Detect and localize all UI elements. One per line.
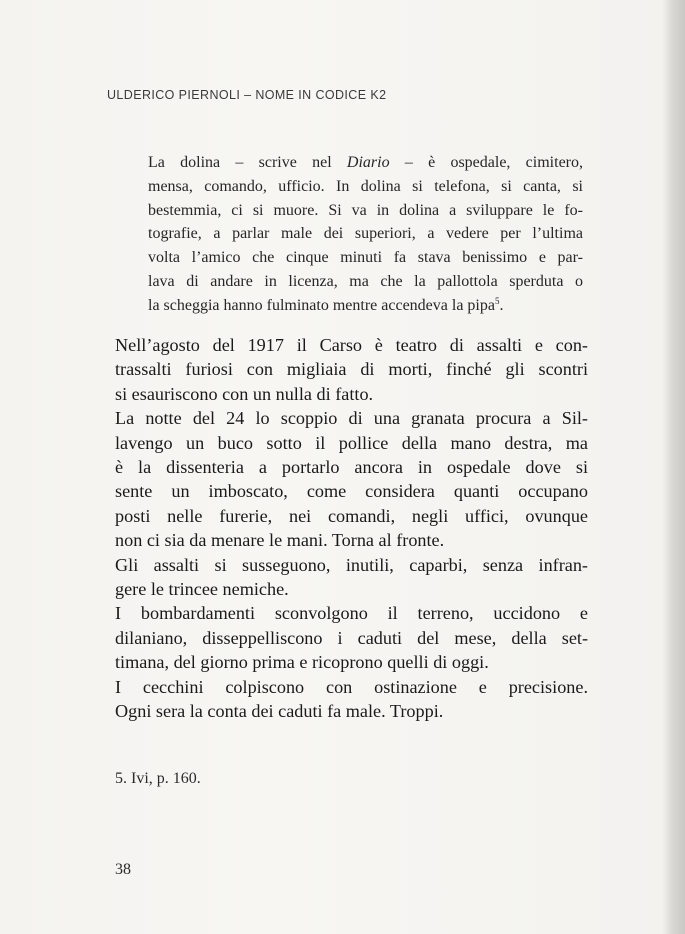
body-line: dilaniano, disseppelliscono i caduti del mese, della set-	[115, 627, 588, 648]
block-quote	[148, 151, 583, 318]
body-line: è la dissenteria a portarlo ancora in ospedale dove si	[115, 457, 588, 478]
body-line: posti nelle furerie, nei comandi, negli uffici, ovunque	[115, 505, 588, 526]
body-line: La notte del 24 lo scoppio di una granata procura a Sil-	[115, 408, 588, 429]
quote-line: volta l’amico che cinque minuti fa stava benissimo e par-	[148, 249, 583, 267]
body-line: timana, del giorno prima e ricoprono quelli di oggi.	[115, 652, 489, 673]
quote-line: La dolina – scrive nel Diario – è ospedale, cimitero,	[148, 154, 583, 171]
quote-line: bestemmia, ci si muore. Si va in dolina a sviluppare le fo-	[148, 201, 583, 219]
body-line: sente un imboscato, come considera quanti occupano	[115, 481, 588, 502]
quote-line: la scheggia hanno fulminato mentre accendeva la pipa$^5$.	[148, 295, 504, 314]
body-line: lavengo un buco sotto il pollice della mano destra, ma	[115, 432, 588, 453]
running-head: ULDERICO PIERNOLI – NOME IN CODICE K2	[107, 88, 387, 102]
quote-line: lava di andare in licenza, ma che la pallottola sperduta o	[148, 272, 583, 290]
body-line: gere le trincee nemiche.	[115, 579, 289, 600]
body-line: Nell’agosto del 1917 il Carso è teatro di assalti e con-	[115, 335, 588, 355]
page-number: 38	[115, 861, 131, 878]
quote-line: tografie, a parlar male dei superiori, a vedere per l’ultima	[148, 225, 583, 243]
body-line: Gli assalti si susseguono, inutili, caparbi, senza infran-	[115, 554, 588, 575]
diario-title: Diario	[346, 154, 390, 171]
body-line: I bombardamenti sconvolgono il terreno, uccidono e	[115, 603, 588, 624]
quote-line: mensa, comando, ufficio. In dolina si telefona, si canta, si	[148, 177, 583, 195]
body-paragraphs	[115, 333, 588, 724]
footnote: 5. Ivi, p. 160.	[115, 770, 201, 787]
body-line: si esauriscono con un nulla di fatto.	[115, 383, 374, 404]
body-line: non ci sia da menare le mani. Torna al fronte.	[115, 530, 445, 551]
page-edge-shadow	[662, 0, 685, 934]
body-line: trassalti furiosi con migliaia di morti, finché gli scontri	[115, 359, 588, 380]
footnote-reference: 5	[494, 295, 500, 306]
body-line: Ogni sera la conta dei caduti fa male. Troppi.	[115, 701, 444, 722]
body-line: I cecchini colpiscono con ostinazione e precisione.	[115, 676, 588, 697]
